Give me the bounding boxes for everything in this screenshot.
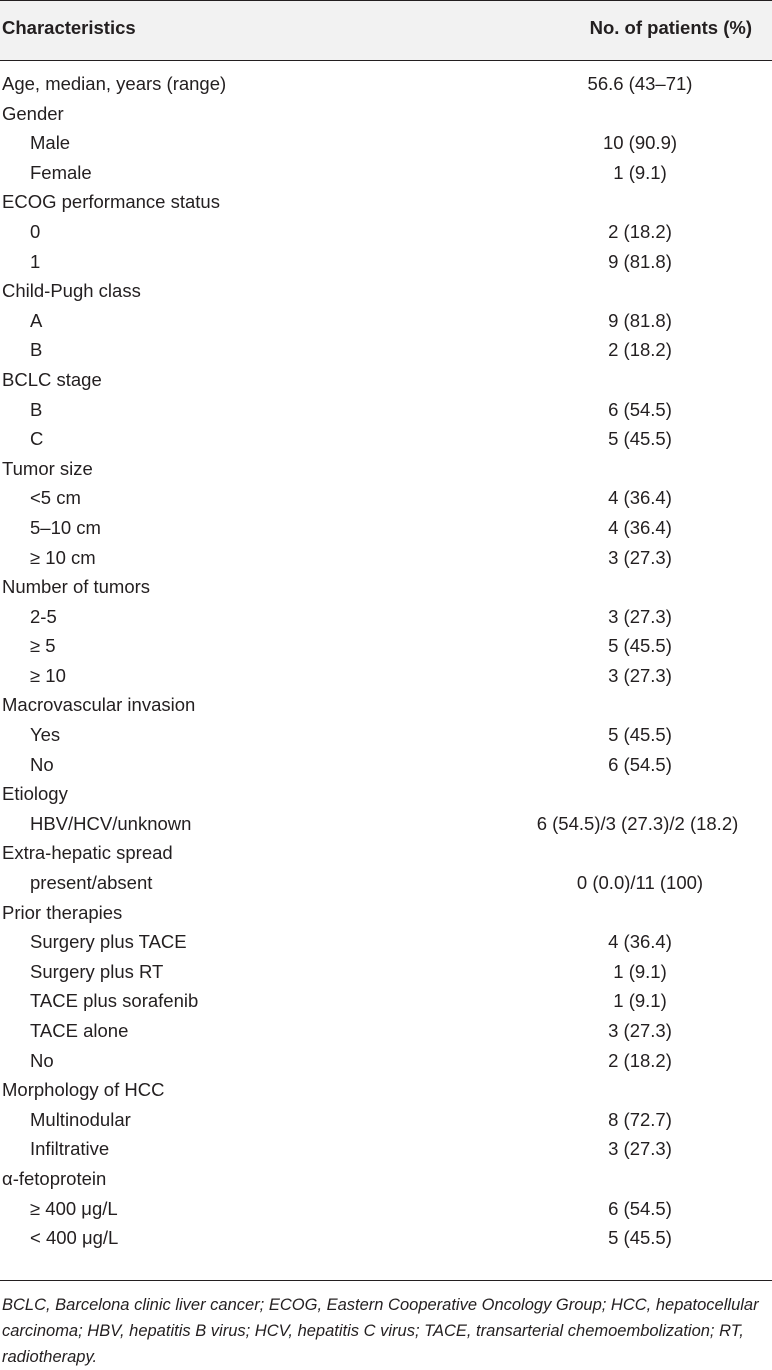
row-category: Age, median, years (range) [2,73,227,94]
row-sublabel: Multinodular [30,1108,131,1130]
row-value: 3 (27.3) [608,1020,672,1041]
row-value: 4 (36.4) [608,931,672,953]
row-value: 3 (27.3) [608,546,672,568]
row-sublabel: C [30,428,44,450]
table-row [0,277,772,307]
table-row [0,336,772,366]
table-row [0,307,772,337]
table-row [0,721,772,751]
row-value: 3 (27.3) [608,664,672,686]
table-row [0,218,772,248]
row-category: α-fetoprotein [2,1167,107,1189]
row-value: 2 (18.2) [608,339,672,361]
table-row [0,987,772,1017]
row-sublabel: Infiltrative [30,1138,110,1160]
row-sublabel: 5–10 cm [30,516,101,538]
row-value: 1 (9.1) [613,990,667,1012]
row-sublabel: 1 [30,250,41,272]
table-row [0,632,772,662]
row-value: 3 (27.3) [608,1138,672,1160]
table-row [0,129,772,159]
row-value: 0 (0.0)/11 (100) [576,872,704,894]
table-row [0,484,772,514]
row-category: Morphology of HCC [2,1079,165,1101]
table-row [0,1017,772,1047]
table-row [0,188,772,218]
row-value: 8 (72.7) [608,1108,672,1130]
row-value: 2 (18.2) [608,1049,672,1071]
row-value: 56.6 (43–71) [587,73,693,94]
row-value: 1 (9.1) [613,960,667,982]
table-row [0,1224,772,1254]
table-row [0,248,772,278]
table-row [0,573,772,603]
row-value: 6 (54.5) [608,398,672,420]
row-category: Prior therapies [2,901,123,923]
header-rule [0,60,772,61]
row-sublabel: B [30,339,43,361]
row-value: 9 (81.8) [608,250,672,272]
row-sublabel: 0 [30,220,41,242]
table-row [0,396,772,426]
table-row [0,366,772,396]
row-category: Macrovascular invasion [2,694,196,716]
table-row [0,455,772,485]
row-value: 10 (90.9) [602,132,678,154]
row-category: Tumor size [2,457,93,479]
bottom-rule [0,1280,772,1281]
table-row [0,100,772,130]
table-body [0,70,772,1254]
row-sublabel: ≥ 10 cm [30,546,96,568]
row-sublabel: < 400 μg/L [30,1227,119,1249]
table-row [0,869,772,899]
top-rule [0,0,772,1]
row-value: 2 (18.2) [608,220,672,242]
row-value: 6 (54.5) [608,1197,672,1219]
row-category: Gender [2,102,64,124]
table-row [0,810,772,840]
row-sublabel: No [30,753,54,775]
row-sublabel: <5 cm [30,487,81,509]
row-value: 9 (81.8) [608,309,672,331]
table-row [0,1165,772,1195]
row-sublabel: ≥ 10 [30,664,66,686]
table-row [0,1047,772,1077]
table-row [0,780,772,810]
table-footnote: BCLC, Barcelona clinic liver cancer; ECOG, Eastern Cooperative Oncology Group; HCC, hepatocellular carcinoma; HBV, hepatitis B virus; HCV, hepatitis C virus; TACE, transarterial chemoembolization; RT, radiotherapy. [2,1296,759,1366]
row-category: Extra-hepatic spread [2,842,173,864]
row-value: 5 (45.5) [608,635,672,657]
table-row [0,751,772,781]
table-row [0,691,772,721]
row-sublabel: TACE alone [30,1020,129,1041]
row-category: Number of tumors [2,576,151,598]
row-value: 5 (45.5) [608,724,672,746]
table-row [0,899,772,929]
row-sublabel: TACE plus sorafenib [30,990,199,1012]
table-row [0,159,772,189]
row-category: Etiology [2,783,68,805]
table-header [0,0,772,60]
table-row [0,544,772,574]
row-value: 5 (45.5) [608,1227,672,1249]
row-category: ECOG performance status [2,191,220,213]
row-value: 4 (36.4) [608,487,672,509]
row-sublabel: A [30,309,43,331]
row-value: 3 (27.3) [608,605,672,627]
header-patients: No. of patients (%) [589,17,752,38]
table-row [0,70,772,100]
row-value: 4 (36.4) [608,516,672,538]
table-row [0,425,772,455]
table-row [0,1195,772,1225]
header-characteristics: Characteristics [2,17,136,38]
row-sublabel: HBV/HCV/unknown [30,812,192,834]
row-value: 5 (45.5) [608,428,672,450]
table-row [0,514,772,544]
table-row [0,1106,772,1136]
row-sublabel: Female [30,161,92,183]
row-sublabel: B [30,398,43,420]
row-sublabel: Surgery plus TACE [30,931,187,953]
table-row [0,928,772,958]
table-row [0,958,772,988]
table-row [0,662,772,692]
row-sublabel: Male [30,132,71,154]
row-value: 6 (54.5) [608,753,672,775]
row-sublabel: Yes [30,724,61,746]
row-category: Child-Pugh class [2,280,141,302]
row-category: BCLC stage [2,368,102,390]
row-sublabel: ≥ 5 [30,635,56,657]
row-sublabel: ≥ 400 μg/L [30,1197,118,1219]
row-sublabel: 2-5 [30,605,57,627]
table-row [0,839,772,869]
row-sublabel: Surgery plus RT [30,960,164,982]
table-row [0,1135,772,1165]
row-sublabel: present/absent [30,872,153,894]
row-value: 1 (9.1) [613,161,667,183]
row-value: 6 (54.5)/3 (27.3)/2 (18.2) [536,812,739,834]
table-row [0,1076,772,1106]
table-row [0,603,772,633]
row-sublabel: No [30,1049,54,1071]
